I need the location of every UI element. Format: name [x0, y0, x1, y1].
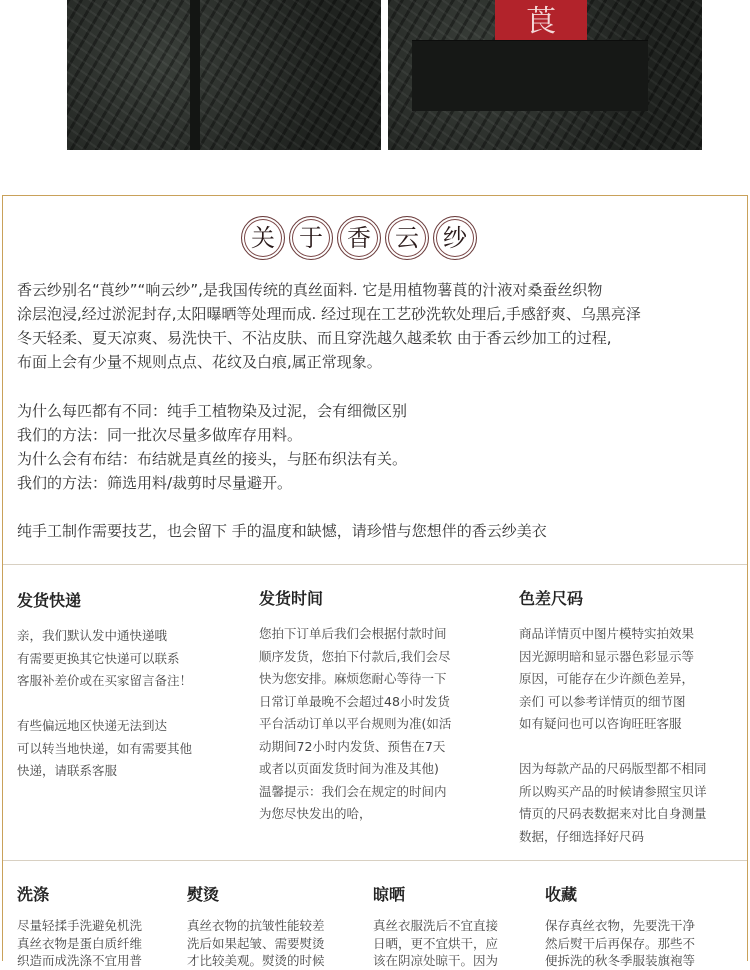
text-line: 顺序发货，您拍下付款后,我们会尽 — [259, 648, 451, 664]
brand-tag-char: 莨 — [526, 4, 556, 39]
title-char: 于 — [289, 216, 333, 260]
text-line: 然后熨干后再保存。那些不 — [545, 935, 696, 951]
title-char: 关 — [241, 216, 285, 260]
title-char: 香 — [337, 216, 381, 260]
delivery-time-block — [259, 586, 451, 826]
product-photo-right — [388, 0, 702, 150]
section-title — [241, 216, 475, 260]
text-line: 布面上会有少量不规则点点、花纹及白痕,属正常现象。 — [17, 353, 382, 371]
section-divider — [3, 564, 747, 565]
ironing-title: 熨烫 — [187, 885, 220, 904]
text-line: 尽量轻揉手洗避免机洗 — [17, 918, 143, 933]
storage-title: 收藏 — [545, 885, 578, 904]
text-line — [519, 736, 707, 759]
text-line: 因光源明暗和显示器色彩显示等 — [519, 648, 695, 664]
shipping-block — [17, 588, 192, 783]
text-line: 我们的方法：筛选用料/裁剪时尽量避开。 — [17, 474, 293, 492]
color-size-block — [519, 586, 707, 848]
text-line: 真丝衣物的抗皱性能较差 — [187, 918, 325, 933]
info-panel — [2, 195, 748, 968]
drying-title: 晾晒 — [373, 885, 406, 904]
text-line: 所以购买产品的时候请参照宝贝详 — [519, 783, 707, 799]
shipping-title: 发货快递 — [17, 591, 82, 610]
text-line: 原因，可能存在少许颜色差异， — [519, 671, 695, 686]
text-line: 快递，请联系客服 — [17, 763, 118, 778]
storage-block — [545, 882, 695, 970]
text-line — [17, 693, 192, 716]
drying-block — [373, 882, 498, 970]
text-line: 冬天轻柔、夏天凉爽、易洗快干、不沾皮肤、而且穿洗越久越柔软 由于香云纱加工的过程, — [17, 329, 612, 347]
title-char: 纱 — [433, 216, 477, 260]
text-line: 可以转当地快递，如有需要其他 — [17, 740, 193, 756]
washing-title: 洗涤 — [17, 885, 50, 904]
craft-note: 纯手工制作需要技艺，也会留下 手的温度和缺憾，请珍惜与您想伴的香云纱美衣 — [17, 522, 547, 540]
text-line: 您拍下订单后我们会根据付款时间 — [259, 626, 447, 641]
title-char: 云 — [385, 216, 429, 260]
text-line: 有些偏远地区快递无法到达 — [17, 718, 168, 733]
text-line: 情页的尺码表数据来对比自身测量 — [519, 806, 707, 821]
section-divider — [3, 860, 747, 861]
text-line: 洗后如果起皱、需要熨烫 — [187, 935, 325, 951]
text-line: 亲们 可以参考详情页的细节图 — [519, 693, 686, 709]
text-line: 数据，仔细选择好尺码 — [519, 828, 645, 844]
text-line: 为什么会有布结：布结就是真丝的接头，与胚布织法有关。 — [17, 450, 408, 468]
text-line: 真丝衣物是蛋白质纤维 — [17, 935, 143, 951]
text-line: 香云纱别名“莨纱”“响云纱”,是我国传统的真丝面料. 它是用植物薯莨的汁液对桑蚕丝织物 — [17, 281, 603, 299]
text-line: 日晒，更不宜烘干，应 — [373, 935, 499, 951]
text-line: 该在阴凉处晾干。因为 — [373, 953, 499, 968]
text-line: 商品详情页中图片模特实拍效果 — [519, 626, 695, 641]
text-line: 温馨提示：我们会在规定的时间内 — [259, 783, 447, 799]
text-line: 真丝衣服洗后不宜直接 — [373, 918, 499, 933]
text-line: 日常订单最晚不会超过48小时发货 — [259, 693, 450, 709]
text-line: 涂层泡浸,经过淤泥封存,太阳曝晒等处理而成. 经过现在工艺砂洗软处理后,手感舒爽、乌黑亮泽 — [17, 305, 641, 323]
text-line: 客服补差价或在买家留言备注！ — [17, 673, 193, 688]
text-line: 为您尽快发出的哈， — [259, 806, 372, 821]
text-line: 有需要更换其它快递可以联系 — [17, 650, 180, 666]
faq-paragraph — [17, 399, 407, 495]
text-line: 保存真丝衣物，先要洗干净 — [545, 918, 696, 933]
product-photo-left — [67, 0, 381, 150]
text-line: 如有疑问也可以咨询旺旺客服 — [519, 716, 682, 731]
text-line: 动期间72小时内发货、预售在7天 — [259, 738, 446, 754]
text-line: 织造而成洗涤不宜用普 — [17, 953, 143, 968]
delivery-time-title: 发货时间 — [259, 589, 324, 608]
text-line: 平台活动订单以平台规则为准(如活 — [259, 716, 452, 731]
garment-seam — [190, 0, 200, 150]
text-line: 亲，我们默认发中通快递哦 — [17, 628, 168, 643]
product-photo-strip — [0, 0, 750, 195]
color-size-title: 色差尺码 — [519, 589, 584, 608]
text-line: 或者以页面发货时间为准及其他) — [259, 761, 439, 776]
text-line: 快为您安排。麻烦您耐心等待一下 — [259, 671, 447, 686]
text-line: 我们的方法：同一批次尽量多做库存用料。 — [17, 426, 303, 444]
text-line: 为什么每匹都有不同：纯手工植物染及过泥，会有细微区别 — [17, 402, 408, 420]
ironing-block — [187, 882, 325, 970]
text-line: 才比较美观。熨烫的时候 — [187, 953, 325, 968]
intro-paragraph — [17, 278, 641, 374]
washing-block — [17, 882, 142, 970]
text-line: 便拆洗的秋冬季服装旗袍等 — [545, 953, 696, 968]
text-line: 因为每款产品的尺码版型都不相同 — [519, 761, 707, 776]
garment-pocket — [412, 40, 648, 111]
